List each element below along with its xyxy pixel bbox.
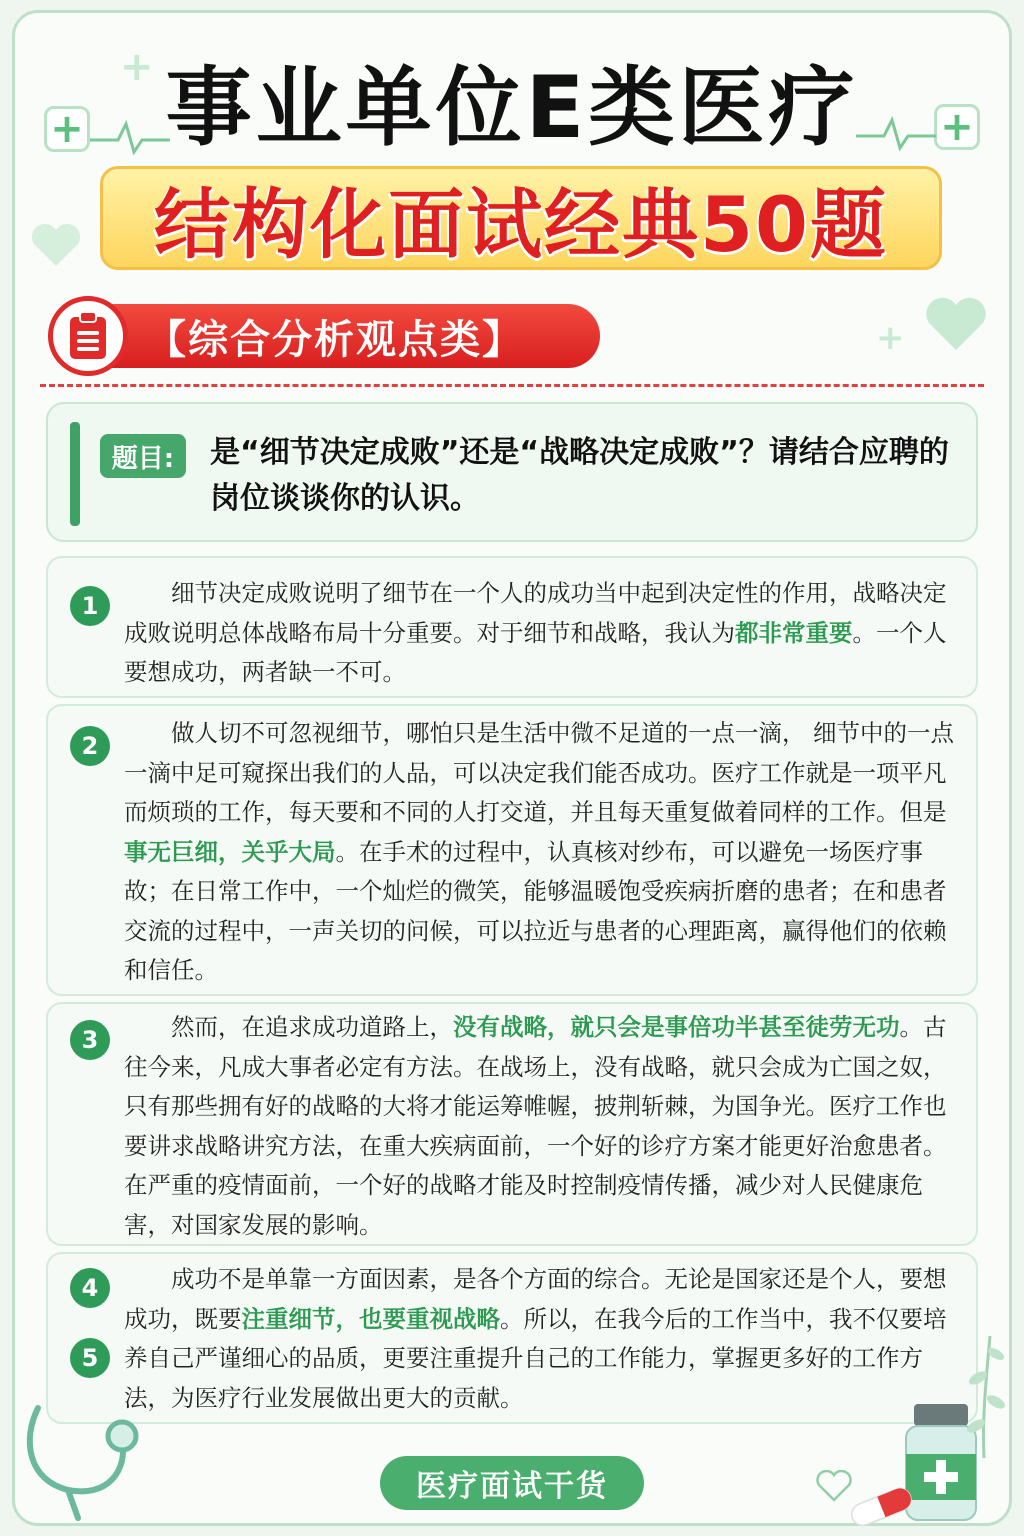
answer-paragraph: 做人切不可忽视细节，哪怕只是生活中微不足道的一点一滴， 细节中的一点一滴中足可窥探出我们的人品，可以决定我们能否成功。医疗工作就是一项平凡而烦琐的工作，每天要和不同的人打交道，并且每天重复做着同样的工作。但是事无巨细，关乎大局。在手术的过程中，认真核对纱布，可以避免一场医疗事故；在日常工作中，一个灿烂的微笑，能够温暖饱受疾病折磨的患者；在和患者交流的过程中，一声关切的问候，可以拉近与患者的心理距离，赢得他们的依赖和信任。 (124, 719, 954, 984)
answer-paragraph: 成功不是单靠一方面因素，是各个方面的综合。无论是国家还是个人，要想成功，既要注重细节，也要重视战略。所以，在我今后的工作当中，我不仅要培养自己严谨细心的品质，更要注重提升自己的工作能力，掌握更多好的工作方法，为医疗行业发展做出更大的贡献。 (124, 1265, 947, 1412)
heart-icon (924, 296, 988, 352)
divider (40, 384, 984, 387)
subtitle-banner (100, 166, 942, 270)
answer-number: 4 (70, 1268, 110, 1308)
clipboard-icon (48, 296, 128, 376)
page-subtitle: 结构化面试经典50题 (154, 179, 888, 269)
answer-card-4 (46, 1252, 978, 1424)
answer-number: 1 (70, 586, 110, 626)
highlight-text: 都非常重要 (735, 618, 853, 647)
category-pill (100, 304, 600, 368)
highlight-text: 事无巨细，关乎大局 (124, 837, 336, 866)
footer-badge: 医疗面试干货 (380, 1456, 644, 1510)
medical-cross-icon: + (934, 104, 980, 150)
question-card (46, 402, 978, 542)
accent-bar (70, 422, 80, 526)
answer-card-3 (46, 1002, 978, 1246)
medical-cross-icon: + (44, 106, 90, 152)
answer-number: 3 (70, 1020, 110, 1060)
plus-icon: + (876, 318, 905, 358)
heart-icon (30, 222, 82, 268)
plus-icon: + (120, 44, 154, 90)
stethoscope-icon (18, 1400, 168, 1526)
highlight-text: 注重细节，也要重视战略 (241, 1304, 500, 1333)
category-header (48, 296, 558, 376)
question-label: 题目: (100, 434, 186, 478)
answer-card-2 (46, 704, 978, 996)
answer-number: 5 (70, 1338, 110, 1378)
pill-capsule-icon (846, 1484, 916, 1528)
answer-paragraph: 细节决定成败说明了细节在一个人的成功当中起到决定性的作用，战略决定成败说明总体战略布局十分重要。对于细节和战略，我认为都非常重要。一个人要想成功，两者缺一不可。 (124, 579, 947, 686)
answer-number: 2 (70, 726, 110, 766)
answer-card-1 (46, 556, 978, 698)
category-label: 【综合分析观点类】 (146, 316, 524, 363)
leaf-branch-icon (960, 1330, 1006, 1460)
highlight-text: 没有战略，就只会是事倍功半甚至徒劳无功 (453, 1013, 900, 1041)
page-title: 事业单位E类医疗 (165, 58, 859, 158)
question-text: 是“细节决定成败”还是“战略决定成败”？请结合应聘的岗位谈谈你的认识。 (210, 435, 949, 516)
answer-paragraph: 然而，在追求成功道路上，没有战略，就只会是事倍功半甚至徒劳无功。古往今来，凡成大事者必定有方法。在战场上，没有战略，就只会成为亡国之奴，只有那些拥有好的战略的大将才能运筹帷幄，披荆斩棘，为国争光。医疗工作也要讲求战略讲究方法，在重大疾病面前，一个好的诊疗方案才能更好治愈患者。在严重的疫情面前，一个好的战略才能及时控制疫情传播，减少对人民健康危害，对国家发展的影响。 (124, 1013, 947, 1239)
